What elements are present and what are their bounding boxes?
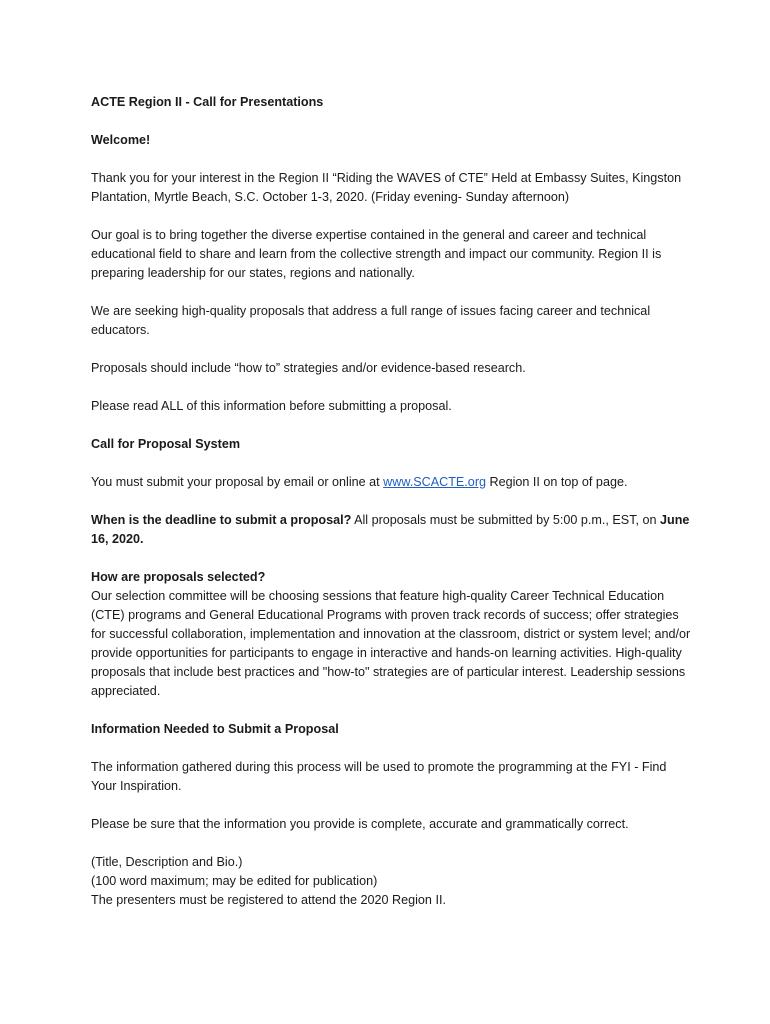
read-all-paragraph: Please read ALL of this information before submitting a proposal. [91,399,452,413]
welcome-heading: Welcome! [91,133,151,147]
submit-prefix: You must submit your proposal by email or online at [91,475,384,489]
info-heading: Information Needed to Submit a Proposal [91,722,339,736]
info-paragraph: The information gathered during this process will be used to promote the programming at the FYI - Find Your Inspiration. [91,760,667,793]
selection-paragraph: Our selection committee will be choosing sessions that feature high-quality Career Technical Education (CTE) programs and General Educational Programs with proven track records of success; offer strategies for successful collaboration, implementation and innovation at the classroom, district or system level; and/or provide opportunities for participants to engage in interactive and hands-on learning activities. High-quality proposals that include best practices and "how-to" strategies are of particular interest. Leadership sessions appreciated. [91,589,691,698]
deadline-question: When is the deadline to submit a proposal? [91,513,352,527]
goal-paragraph: Our goal is to bring together the diverse expertise contained in the general and career and technical educational field to share and learn from the collective strength and impact our community. Region II is preparing leadership for our states, regions and nationally. [91,228,662,280]
registered-line: The presenters must be registered to attend the 2020 Region II. [91,893,446,907]
deadline-date: June 16, 2020. [91,513,690,546]
fields-line: (Title, Description and Bio.) [91,855,243,869]
intro-paragraph: Thank you for your interest in the Region II “Riding the WAVES of CTE” Held at Embassy Suites, Kingston Plantation, Myrtle Beach, S.C. October 1-3, 2020. (Friday evening- Sunday afternoon) [91,171,682,204]
deadline-text: All proposals must be submitted by 5:00 p.m., EST, on [351,513,660,527]
seeking-paragraph: We are seeking high-quality proposals that address a full range of issues facing career and technical educators. [91,304,651,337]
deadline-paragraph [91,511,691,549]
complete-paragraph: Please be sure that the information you provide is complete, accurate and grammatically correct. [91,817,629,831]
scacte-link[interactable]: www.SCACTE.org [383,475,487,489]
document-title: ACTE Region II - Call for Presentations [91,95,324,109]
word-limit-line: (100 word maximum; may be edited for publication) [91,874,378,888]
document-page [91,93,691,910]
system-heading: Call for Proposal System [91,437,241,451]
proposals-include-paragraph: Proposals should include “how to” strategies and/or evidence-based research. [91,361,526,375]
submit-paragraph [91,473,691,492]
submit-suffix: Region II on top of page. [486,475,628,489]
selection-heading: How are proposals selected? [91,570,266,584]
